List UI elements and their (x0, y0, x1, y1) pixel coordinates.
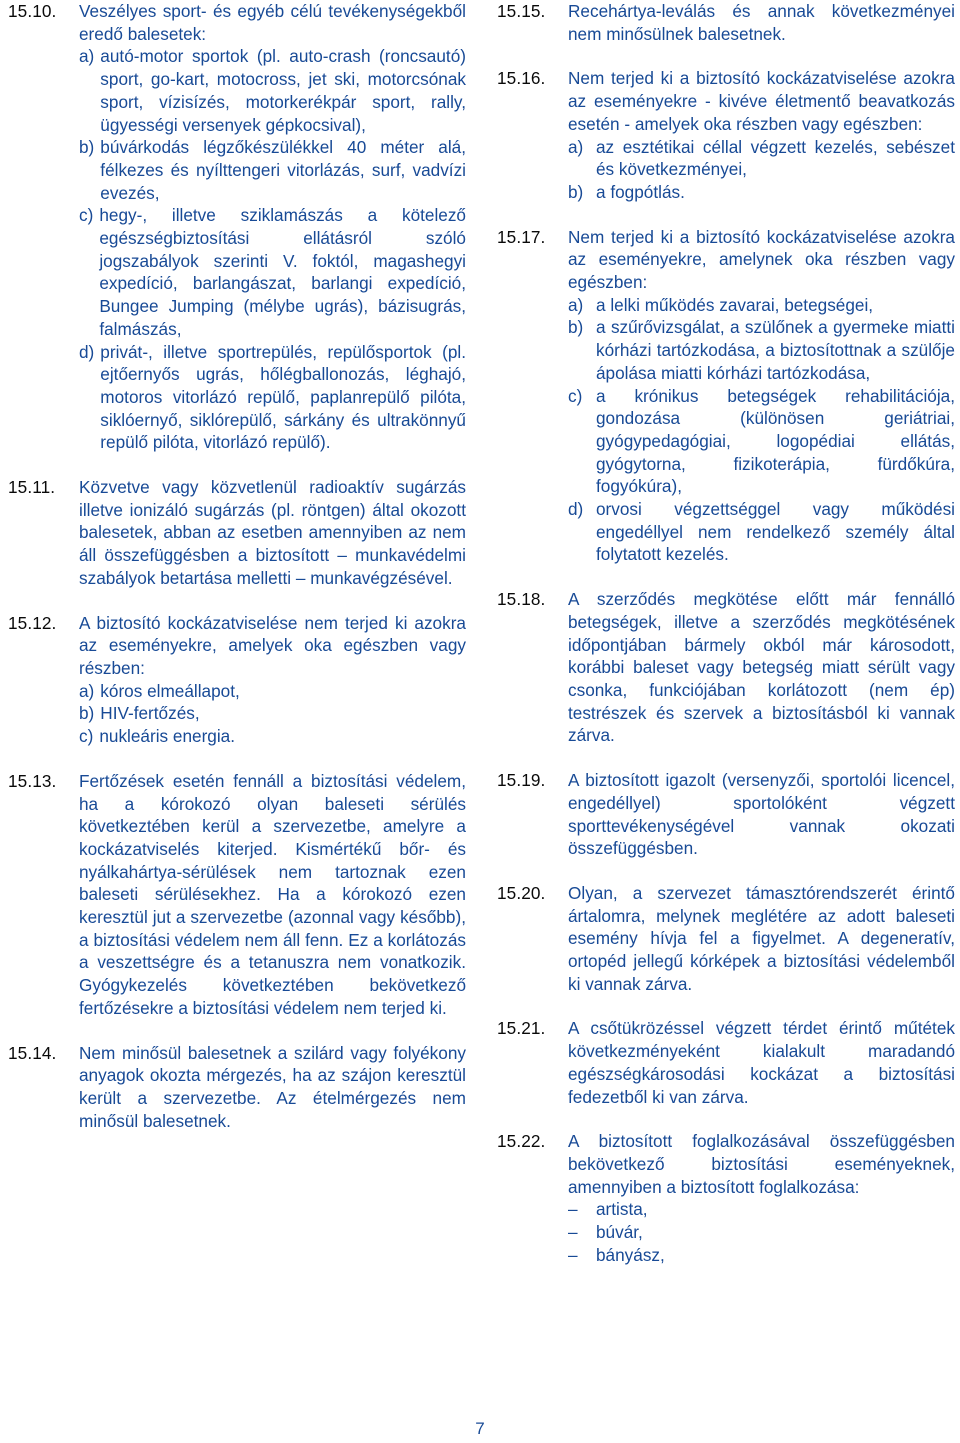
section-item (8, 770, 466, 1020)
sub-item-label: a) (568, 294, 584, 315)
sub-item (568, 498, 955, 566)
section-text: Nem minősül balesetnek a szilárd vagy folyékony anyagok okozta mérgezés, ha az szájon keresztül került a szervezetbe. Az ételmérgezés nem minősül balesetnek. (79, 1042, 466, 1131)
sub-item-text: a krónikus betegségek rehabilitációja, gondozása (különösen geriátriai, gyógypedagógiai, logopédiai ellátás, gyógytorna, fizikoterápia, fürdőkúra, fogyókúra), (596, 385, 955, 497)
sub-item (79, 45, 466, 136)
sub-item-label: c) (79, 726, 94, 747)
sub-item-text: a lelki működés zavarai, betegségei, (596, 294, 874, 315)
section-body (568, 1130, 955, 1266)
section-body (79, 0, 466, 454)
sub-item-text: nukleáris energia. (99, 726, 235, 747)
dash-list-item (568, 1198, 955, 1221)
dash-list-item (568, 1244, 955, 1267)
sub-item (568, 181, 955, 204)
sub-item-text: búvárkodás légzőkészülékkel 40 méter alá, félkezes és nyílttengeri vitorlázás, surf, vadvízi evezés, (100, 137, 466, 203)
sub-item (568, 294, 955, 317)
sub-item (79, 702, 466, 725)
section-item (497, 67, 955, 203)
sub-item-text: az esztétikai céllal végzett kezelés, sebészet és következményei, (596, 136, 955, 180)
sub-item (79, 725, 466, 748)
section-item (497, 226, 955, 567)
dash-item-text: bányász, (596, 1244, 665, 1265)
sub-item-text: a fogpótlás. (596, 181, 685, 202)
section-number: 15.13. (8, 770, 57, 791)
section-item (497, 0, 955, 45)
sub-item-label: a) (79, 680, 95, 701)
sub-item-label: b) (79, 137, 95, 158)
section-item (497, 882, 955, 996)
section-item (497, 588, 955, 747)
right-column (497, 0, 955, 1288)
dash-bullet: – (568, 1222, 578, 1243)
section-text: Recehártya-leválás és annak következményei nem minősülnek balesetnek. (568, 1, 955, 44)
sub-item (79, 341, 466, 455)
section-text: Közvetve vagy közvetlenül radioaktív sugárzás illetve ionizáló sugárzás (pl. röntgen) által okozott balesetek, abban az esetben amennyiben az nem áll összefüggésben a biztosított – munkavédelmi szabályok betartása melletti – munkavégzésével. (79, 477, 466, 588)
sub-item-text: hegy-, illetve sziklamászás a kötelező egészségbiztosítási ellátásról szóló jogszabályok szerinti V. foktól, magashegyi expedíció, barlangászat, barlangi expedíció, Bungee Jumping (mélybe ugrás), bázisugrás, falmászás, (99, 205, 466, 339)
section-number: 15.17. (497, 226, 546, 247)
left-column (8, 0, 466, 1154)
sub-item-text: HIV-fertőzés, (100, 703, 200, 724)
section-number: 15.12. (8, 612, 57, 633)
section-item (8, 0, 466, 454)
sub-item-label: a) (568, 136, 584, 157)
sub-item (79, 680, 466, 703)
sub-item (79, 204, 466, 340)
section-body (568, 67, 955, 203)
sub-item-text: kóros elmeállapot, (100, 680, 240, 701)
sub-item-label: d) (568, 499, 584, 520)
section-text: A biztosító kockázatviselése nem terjed ki azokra az eseményekre, amelyek oka egészben vagy részben: (79, 612, 466, 678)
section-text: Veszélyes sport- és egyéb célú tevékenységekből eredő balesetek: (79, 1, 466, 44)
sub-item (568, 385, 955, 499)
section-text: Fertőzések esetén fennáll a biztosítási védelem, ha a kórokozó olyan baleseti sérülés következtében kerül a szervezetbe, amelyre a kockázatviselés kiterjed. Kismértékű bőr- és nyálkahártya-sérülések nem tartoznak ezen baleseti sérülésekhez. Ha a kórokozó ezen keresztül jut a szervezetbe (azonnal vagy később), a biztosítási védelem nem áll fenn. Ez a korlátozás a veszettségre és a tetanuszra nem vonatkozik. Gyógykezelés következtében bekövetkező fertőzésekre a biztosítási védelem nem terjed ki. (79, 770, 466, 1018)
section-body (568, 0, 955, 45)
section-body (568, 588, 955, 747)
dash-list-item (568, 1221, 955, 1244)
section-text: Nem terjed ki a biztosító kockázatviselése azokra az eseményekre, amelynek oka részben vagy egészben: (568, 226, 955, 293)
section-number: 15.15. (497, 1, 546, 21)
section-body (568, 882, 955, 996)
dash-item-text: artista, (596, 1199, 648, 1220)
section-number: 15.22. (497, 1131, 546, 1152)
section-body (79, 612, 466, 748)
section-item (497, 1130, 955, 1266)
sub-item-label: c) (568, 385, 583, 406)
sub-item-text: orvosi végzettséggel vagy működési engedéllyel nem rendelkező személy által folytatott kezelés. (596, 499, 955, 565)
sub-item-text: autó-motor sportok (pl. auto-crash (roncsautó) sport, go-kart, motocross, jet ski, motorcsónak sport, vízisízés, motorkerékpár sport, rally, ügyességi versenyek gépkocsival), (100, 46, 466, 135)
sub-item-label: d) (79, 341, 95, 362)
section-item (8, 476, 466, 590)
sub-item (568, 136, 955, 181)
sub-item (79, 136, 466, 204)
section-text: Olyan, a szervezet támasztórendszerét érintő ártalomra, melynek meglétére az adott baleseti esemény hívja fel a figyelmet. A degeneratív, ortopéd jellegű kórképek a biztosítási védelemből ki vannak zárva. (568, 882, 955, 994)
sub-item-text: a szűrővizsgálat, a szülőnek a gyermeke miatti kórházi tartózkodása, a biztosítottnak a szülője ápolása miatti kórházi tartózkodása, (596, 317, 955, 383)
sub-item-label: b) (568, 181, 584, 202)
section-item (8, 612, 466, 748)
section-item (8, 1042, 466, 1133)
sub-item-text: privát-, illetve sportrepülés, repülősportok (pl. ejtőernyős ugrás, hőlégballonozás, léghajó, motoros vitorlázó repülő, paplanrepülő pilóta, siklóernyő, siklórepülő, sárkány és ultrakönnyű repülő pilóta, vitorlázó repülő). (100, 341, 466, 453)
section-number: 15.11. (8, 477, 56, 498)
section-body (79, 1042, 466, 1133)
section-number: 15.14. (8, 1042, 57, 1063)
section-body (79, 476, 466, 590)
section-number: 15.18. (497, 589, 546, 610)
section-text: A biztosított igazolt (versenyzői, sportolói licencel, engedéllyel) sportolóként végzett sporttevékenységével vannak okozati összefüggésben. (568, 770, 955, 859)
section-body (79, 770, 466, 1020)
section-text: Nem terjed ki a biztosító kockázatviselése azokra az eseményekre - kivéve életmentő beavatkozás esetén - amelyek oka részben vagy egészben: (568, 68, 955, 134)
page-number: 7 (475, 1419, 485, 1438)
section-text: A csőtükrözéssel végzett térdet érintő műtétek következményeként kialakult maradandó egészségkárosodási kockázat a biztosítási fedezetből ki van zárva. (568, 1018, 955, 1107)
dash-item-text: búvár, (596, 1222, 643, 1243)
dash-bullet: – (568, 1199, 578, 1220)
section-body (568, 226, 955, 567)
sub-item-label: a) (79, 46, 95, 67)
section-text: A szerződés megkötése előtt már fennálló betegségek, illetve a szerződés megkötésének időpontjában bármely okból már károsodott, korábbi baleset vagy betegség miatt sérült vagy csonka, funkciójában korlátozott (nem ép) testrészek és szervek a biztosításból ki vannak zárva. (568, 589, 955, 746)
section-item (497, 1017, 955, 1108)
sub-item (568, 316, 955, 384)
section-item (497, 769, 955, 860)
sub-item-label: c) (79, 205, 94, 226)
dash-bullet: – (568, 1244, 578, 1265)
section-number: 15.20. (497, 882, 546, 903)
sub-item-label: b) (79, 703, 95, 724)
sub-item-label: b) (568, 317, 584, 338)
section-number: 15.10. (8, 1, 57, 21)
section-number: 15.16. (497, 68, 546, 89)
section-body (568, 769, 955, 860)
section-number: 15.19. (497, 770, 546, 791)
section-number: 15.21. (497, 1018, 546, 1039)
section-body (568, 1017, 955, 1108)
section-text: A biztosított foglalkozásával összefüggésben bekövetkező biztosítási eseményeknek, amennyiben a biztosított foglalkozása: (568, 1131, 955, 1197)
